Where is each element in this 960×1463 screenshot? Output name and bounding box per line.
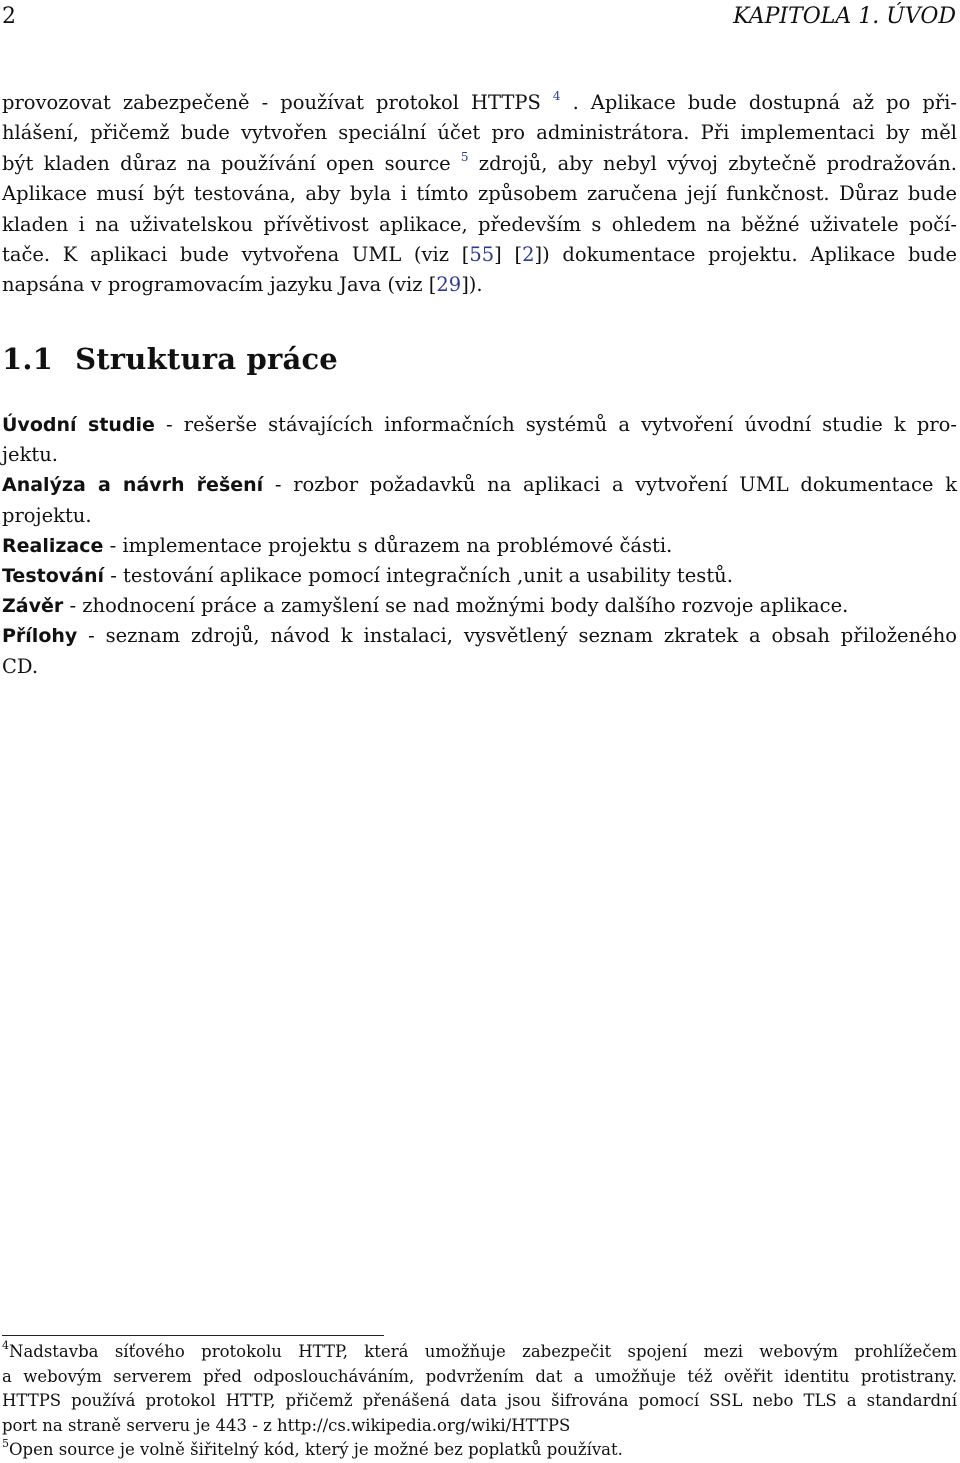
text-line: být kladen důraz na používání open source $^5$ zdrojů, aby nebyl vývoj zbytečně prodražován. [2, 149, 957, 175]
list-item: Úvodní studie - rešerše stávajících informačních systémů a vytvoření úvodní studie k pro- [2, 413, 957, 436]
footnotes [2, 1340, 957, 1463]
list-item-cont: jektu. [2, 443, 58, 467]
citation-55[interactable]: 55 [469, 243, 495, 267]
item-term: Analýza a návrh řešení [2, 474, 264, 497]
item-term: Testování [2, 565, 105, 588]
footnote-line: port na straně serveru je 443 - z http://cs.wikipedia.org/wiki/HTTPS [2, 1415, 571, 1435]
footnote-ref-4[interactable]: 4 [552, 89, 561, 103]
list-item: Realizace - implementace projektu s důrazem na problémové části. [2, 533, 673, 557]
item-term: Úvodní studie [2, 414, 155, 436]
footnote-line: HTTPS používá protokol HTTP, přičemž přenášená data jsou šifrována pomocí SSL nebo TLS a standardní [2, 1391, 957, 1411]
list-item: Závěr - zhodnocení práce a zamyšlení se nad možnými body dalšího rozvoje aplikace. [2, 594, 849, 618]
text-line: provozovat zabezpečeně - používat protokol HTTPS $^4$ . Aplikace bude dostupná až po při- [2, 89, 957, 114]
item-term: Závěr [2, 595, 64, 618]
text-line: Aplikace musí být testována, aby byla i tímto způsobem zaručena její funkčnost. Důraz bude [2, 182, 957, 206]
section-number: 1.1 [2, 342, 54, 376]
structure-list [2, 410, 957, 682]
page-number: 2 [2, 4, 16, 29]
list-item: Analýza a návrh řešení - rozbor požadavků na aplikaci a vytvoření UML dokumentace k [2, 473, 958, 497]
section-heading [2, 342, 338, 376]
running-head: KAPITOLA 1. ÚVOD [733, 4, 956, 29]
text-line: kladen i na uživatelskou přívětivost aplikace, především s ohledem na běžné uživatele počí- [2, 212, 957, 236]
list-item-cont: CD. [2, 654, 39, 678]
footnote-rule [2, 1335, 384, 1336]
footnote-line: a webovým serverem před odposloucháváním, podvržením dat a umožňuje též ověřit identitu protistrany. [2, 1366, 957, 1386]
text-line: hlášení, přičemž bude vytvořen speciální účet pro administrátora. Při implementaci by měl [2, 121, 957, 145]
footnote-ref-5[interactable]: 5 [460, 149, 469, 164]
text-line: napsána v programovacím jazyku Java (viz [29]). [2, 273, 483, 297]
footnote-5: $^5$Open source je volně šiřitelný kód, který je možné bez poplatků používat. [2, 1437, 623, 1460]
intro-paragraph [2, 88, 957, 301]
text-line: tače. K aplikaci bude vytvořena UML (viz [55] [2]) dokumentace projektu. Aplikace bude [2, 243, 958, 267]
item-term: Realizace [2, 534, 104, 557]
list-item-cont: projektu. [2, 503, 92, 527]
footnote-4: $^4$Nadstavba síťového protokolu HTTP, která umožňuje zabezpečit spojení mezi webovým prohlížečem [2, 1338, 957, 1361]
citation-29[interactable]: 29 [436, 273, 462, 297]
list-item: Přílohy - seznam zdrojů, návod k instalaci, vysvětlený seznam zkratek a obsah přiloženého [2, 624, 957, 648]
section-title: Struktura práce [75, 342, 338, 376]
footnote-mark: 5 [2, 1437, 9, 1451]
citation-2[interactable]: 2 [522, 243, 535, 267]
list-item: Testování - testování aplikace pomocí integračních ,unit a usability testů. [2, 564, 733, 588]
footnote-mark: 4 [2, 1338, 9, 1352]
item-term: Přílohy [2, 625, 78, 648]
page-header [2, 4, 956, 34]
